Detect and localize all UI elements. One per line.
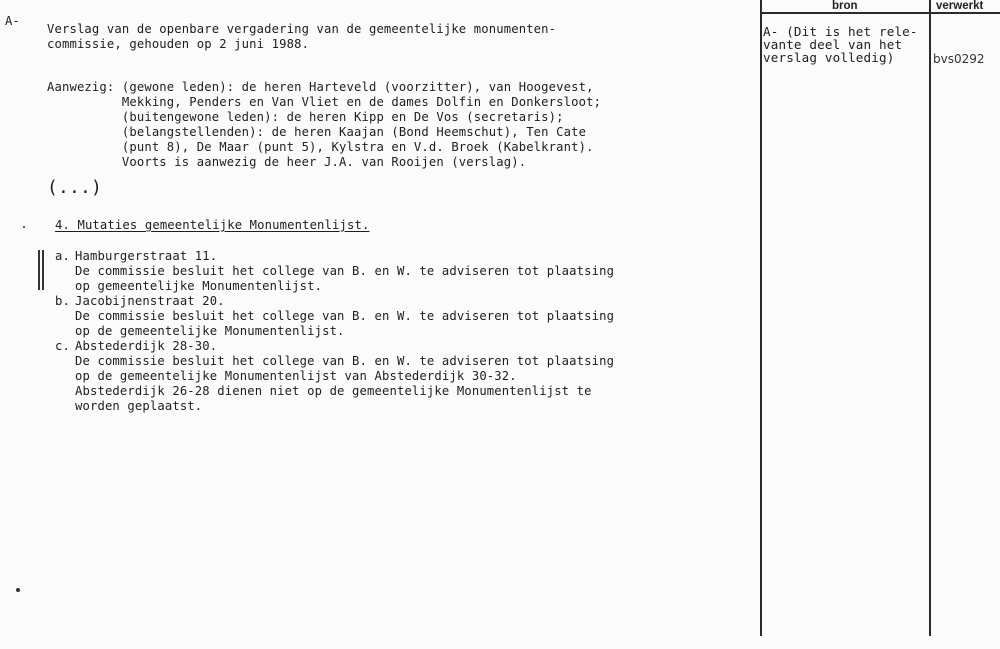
item-a-line-2: De commissie besluit het college van B. en W. te adviseren tot plaatsing bbox=[75, 264, 615, 278]
item-c-line-3: op de gemeentelijke Monumentenlijst van Abstederdijk 30-32. bbox=[75, 369, 517, 383]
item-c-line-1: Abstederdijk 28-30. bbox=[75, 339, 218, 353]
column-divider-right bbox=[929, 0, 931, 636]
item-b-line-2: De commissie besluit het college van B. en W. te adviseren tot plaatsing bbox=[75, 309, 615, 323]
item-a-line-3: op gemeentelijke Monumentenlijst. bbox=[75, 279, 323, 293]
item-c-line-2: De commissie besluit het college van B. en W. te adviseren tot plaatsing bbox=[75, 354, 615, 368]
document-marker: A- bbox=[5, 14, 20, 28]
column-divider-left bbox=[760, 0, 762, 636]
margin-bar bbox=[42, 250, 44, 290]
attendance-line-4: (belangstellenden): de heren Kaajan (Bond Heemschut), Ten Cate bbox=[47, 125, 587, 139]
header-rule bbox=[760, 12, 1000, 14]
attendance-line-3: (buitengewone leden): de heren Kipp en De Vos (secretaris); bbox=[47, 110, 564, 124]
verwerkt-code: bvs0292 bbox=[933, 52, 985, 66]
scan-speck bbox=[16, 588, 20, 592]
item-a-line-1: Hamburgerstraat 11. bbox=[75, 249, 218, 263]
attendance-line-1: Aanwezig: (gewone leden): de heren Harteveld (voorzitter), van Hoogevest, bbox=[47, 80, 594, 94]
omission-ellipsis: (...) bbox=[47, 177, 102, 198]
header-verwerkt: verwerkt bbox=[936, 0, 984, 12]
bron-note-line-1: A- (Dit is het rele- bbox=[763, 24, 918, 39]
document-title-line-2: commissie, gehouden op 2 juni 1988. bbox=[47, 37, 310, 51]
bron-note-line-2: vante deel van het bbox=[763, 37, 903, 52]
document-title-line-1: Verslag van de openbare vergadering van de gemeentelijke monumenten- bbox=[47, 22, 557, 36]
bron-note-line-3: verslag volledig) bbox=[763, 50, 895, 65]
attendance-line-2: Mekking, Penders en Van Vliet en de dames Dolfin en Donkersloot; bbox=[47, 95, 602, 109]
section-heading: 4. Mutaties gemeentelijke Monumentenlijst. bbox=[55, 218, 370, 232]
header-bron: bron bbox=[832, 0, 858, 12]
scan-speck bbox=[23, 226, 25, 228]
attendance-line-5: (punt 8), De Maar (punt 5), Kylstra en V.d. Broek (Kabelkrant). bbox=[47, 140, 594, 154]
item-b-line-1: Jacobijnenstraat 20. bbox=[75, 294, 225, 308]
item-label-b: b. bbox=[55, 294, 70, 308]
item-label-c: c. bbox=[55, 339, 70, 353]
attendance-line-6: Voorts is aanwezig de heer J.A. van Rooijen (verslag). bbox=[47, 155, 527, 169]
margin-bar bbox=[38, 250, 40, 290]
item-b-line-3: op de gemeentelijke Monumentenlijst. bbox=[75, 324, 345, 338]
item-c-line-5: worden geplaatst. bbox=[75, 399, 203, 413]
item-label-a: a. bbox=[55, 249, 70, 263]
item-c-line-4: Abstederdijk 26-28 dienen niet op de gemeentelijke Monumentenlijst te bbox=[75, 384, 592, 398]
